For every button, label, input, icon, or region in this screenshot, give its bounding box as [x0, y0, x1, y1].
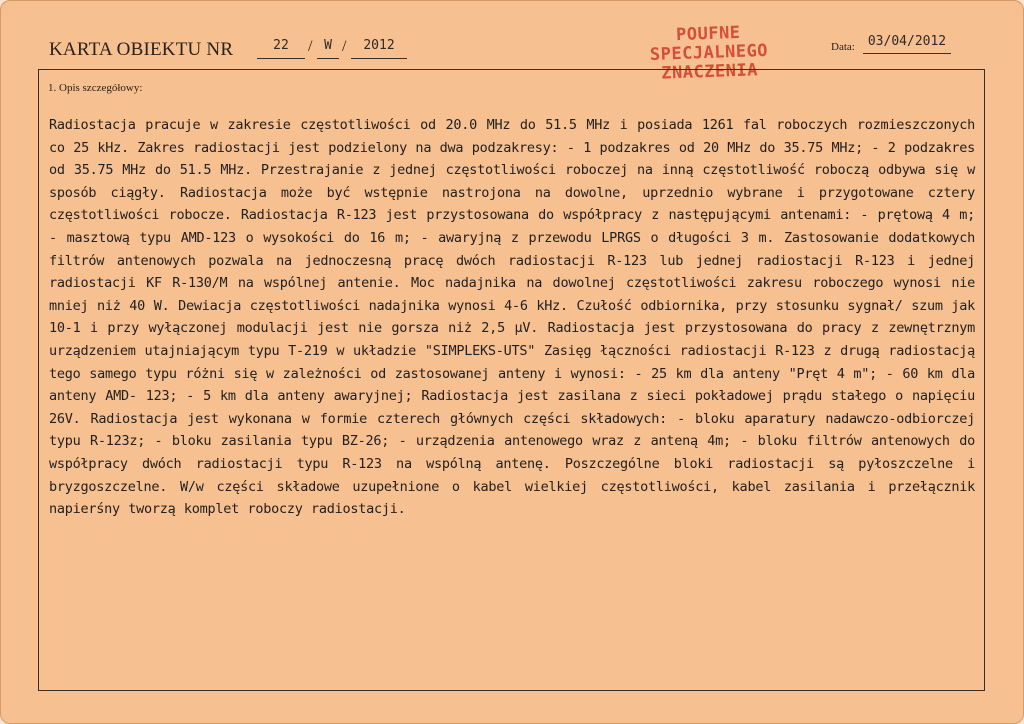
- object-number: [257, 36, 417, 60]
- section-body-text: Radiostacja pracuje w zakresie częstotliwości od 20.0 MHz do 51.5 MHz i posiada 1261 fal roboczych rozmieszczonych co 25 kHz. Zakres radiostacji jest podzielony na dwa podzakresy: - 1 podzakres od 20 MHz do 35.75 MHz; - 2 podzakres od 35.75 MHz do 51.5 MHz. Przestrajanie z jednej częstotliwości roboczej na inną częstotliwość roboczą odbywa się w sposób ciągły. Radiostacja może być wstępnie nastrojona na dowolne, uprzednio wybrane i przygotowane cztery częstotliwości robocze. Radiostacja R-123 jest przystosowana do współpracy z następującymi antenami: - prętową 4 m; - masztową typu AMD-123 o wysokości do 16 m; - awaryjną z przewodu LPRGS o długości 3 m. Zastosowanie dodatkowych filtrów antenowych pozwala na jednoczesną pracę dwóch radiostacji R-123 lub jednej radiostacji R-123 i jednej radiostacji KF R-130/M na wspólnej antenie. Moc nadajnika na dowolnej częstotliwości zakresu roboczego wynosi nie mniej niż 40 W. Dewiacja częstotliwości nadajnika wynosi 4-6 kHz. Czułość odbiornika, przy stosunku sygnał/ szum jak 10-1 i przy wyłączonej modulacji jest nie gorsza niż 2,5 μV. Radiostacja jest przystosowana do pracy z zewnętrznym urządzeniem utajniającym typu T-219 w układzie "SIMPLEKS-UTS" Zasięg łączności radiostacji R-123 z drugą radiostacją tego samego typu różni się w zależności od zastosowanej anteny i wynosi: - 25 km dla anteny "Pręt 4 m"; - 60 km dla anteny AMD- 123; - 5 km dla anteny awaryjnej; Radiostacja jest zasilana z sieci pokładowej prądu stałego o napięciu 26V. Radiostacja jest wykonana w formie czterech głównych części składowych: - bloku aparatury nadawczo-odbiorczej typu R-123z; - bloku zasilania typu BZ-26; - urządzenia antenowego wraz z anteną 4m; - bloku filtrów antenowych do współpracy dwóch radiostacji typu R-123 na wspólną antenę. Poszczególne bloki radiostacji są pyłoszczelne i bryzgoszczelne. W/w części składowe uzupełnione o kabel wielkiej częstotliwości, kabel zasilania i przełącznik napierśny tworzą komplet roboczy radiostacji.: [49, 117, 975, 518]
- stamp-line3: ZNACZENIA: [661, 60, 759, 84]
- object-number-part3: 2012: [351, 36, 407, 59]
- object-number-separator: /: [308, 38, 313, 55]
- section-label: 1. Opis szczegółowy:: [48, 82, 143, 94]
- date-label: Data:: [831, 41, 855, 53]
- description-section: [38, 69, 985, 691]
- stamp-line1: POUFNE: [675, 22, 741, 46]
- object-number-part2: W: [317, 36, 339, 59]
- stamp-line2: SPECJALNEGO: [649, 40, 769, 66]
- object-number-separator: /: [342, 38, 347, 55]
- card-title: KARTA OBIEKTU NR: [49, 39, 234, 60]
- object-number-part1: 22: [257, 36, 305, 59]
- date-value: 03/04/2012: [863, 31, 951, 54]
